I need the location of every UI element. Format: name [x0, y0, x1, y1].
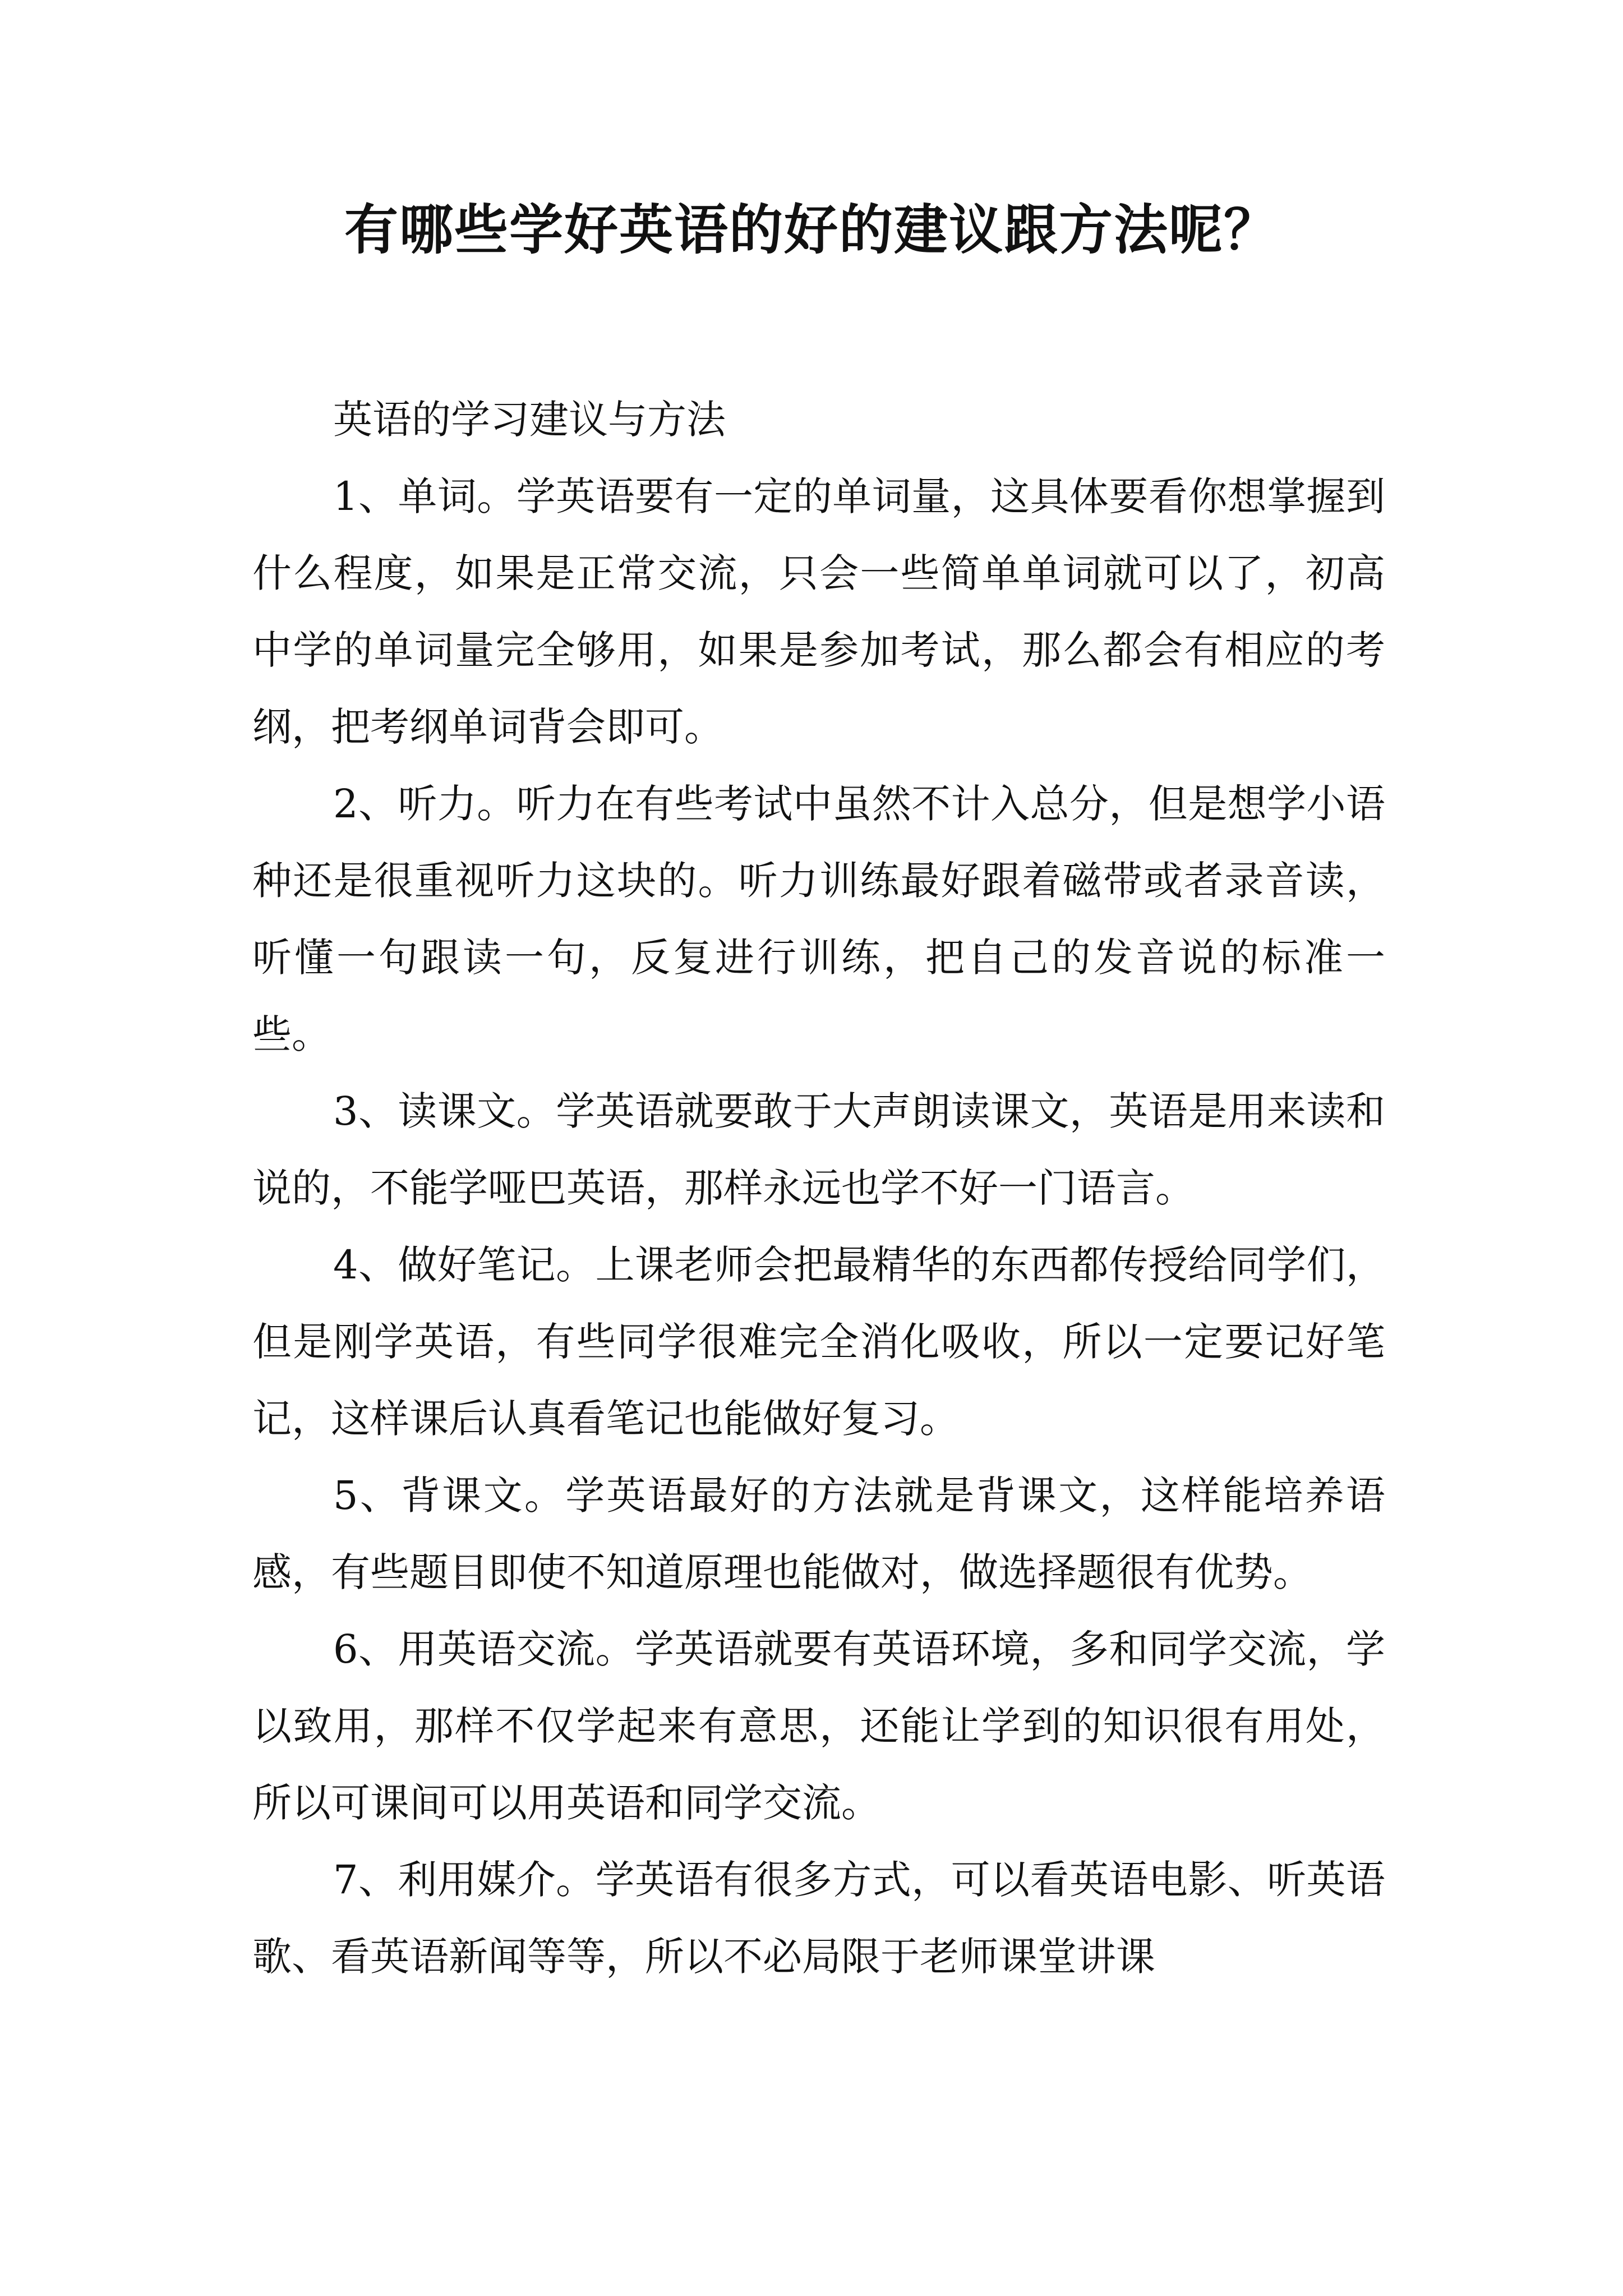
section-heading: 英语的学习建议与方法 [333, 397, 726, 443]
document-body [252, 381, 1385, 1995]
page-title: 有哪些学好英语的好的建议跟方法呢？ [344, 199, 1279, 261]
paragraph-recite: 5、背课文。学英语最好的方法就是背课文，这样能培养语感，有些题目即使不知道原理也能做对，做选择题很有优势。 [252, 1473, 1385, 1595]
paragraph-listening: 2、听力。听力在有些考试中虽然不计入总分，但是想学小语种还是很重视听力这块的。听力训练最好跟着磁带或者录音读，听懂一句跟读一句，反复进行训练，把自己的发音说的标准一些。 [252, 781, 1385, 1057]
paragraph-notes: 4、做好笔记。上课老师会把最精华的东西都传授给同学们，但是刚学英语，有些同学很难完全消化吸收，所以一定要记好笔记，这样课后认真看笔记也能做好复习。 [252, 1242, 1385, 1442]
paragraph-communication: 6、用英语交流。学英语就要有英语环境，多和同学交流，学以致用，那样不仅学起来有意思，还能让学到的知识很有用处，所以可课间可以用英语和同学交流。 [252, 1626, 1385, 1826]
paragraph-words: 1、单词。学英语要有一定的单词量，这具体要看你想掌握到什么程度，如果是正常交流，只会一些简单单词就可以了，初高中学的单词量完全够用，如果是参加考试，那么都会有相应的考纲，把考纲单词背会即可。 [252, 473, 1385, 750]
paragraph-reading: 3、读课文。学英语就要敢于大声朗读课文，英语是用来读和说的，不能学哑巴英语，那样永远也学不好一门语言。 [252, 1088, 1385, 1211]
paragraph-media: 7、利用媒介。学英语有很多方式，可以看英语电影、听英语歌、看英语新闻等等，所以不必局限于老师课堂讲课 [252, 1857, 1385, 1980]
